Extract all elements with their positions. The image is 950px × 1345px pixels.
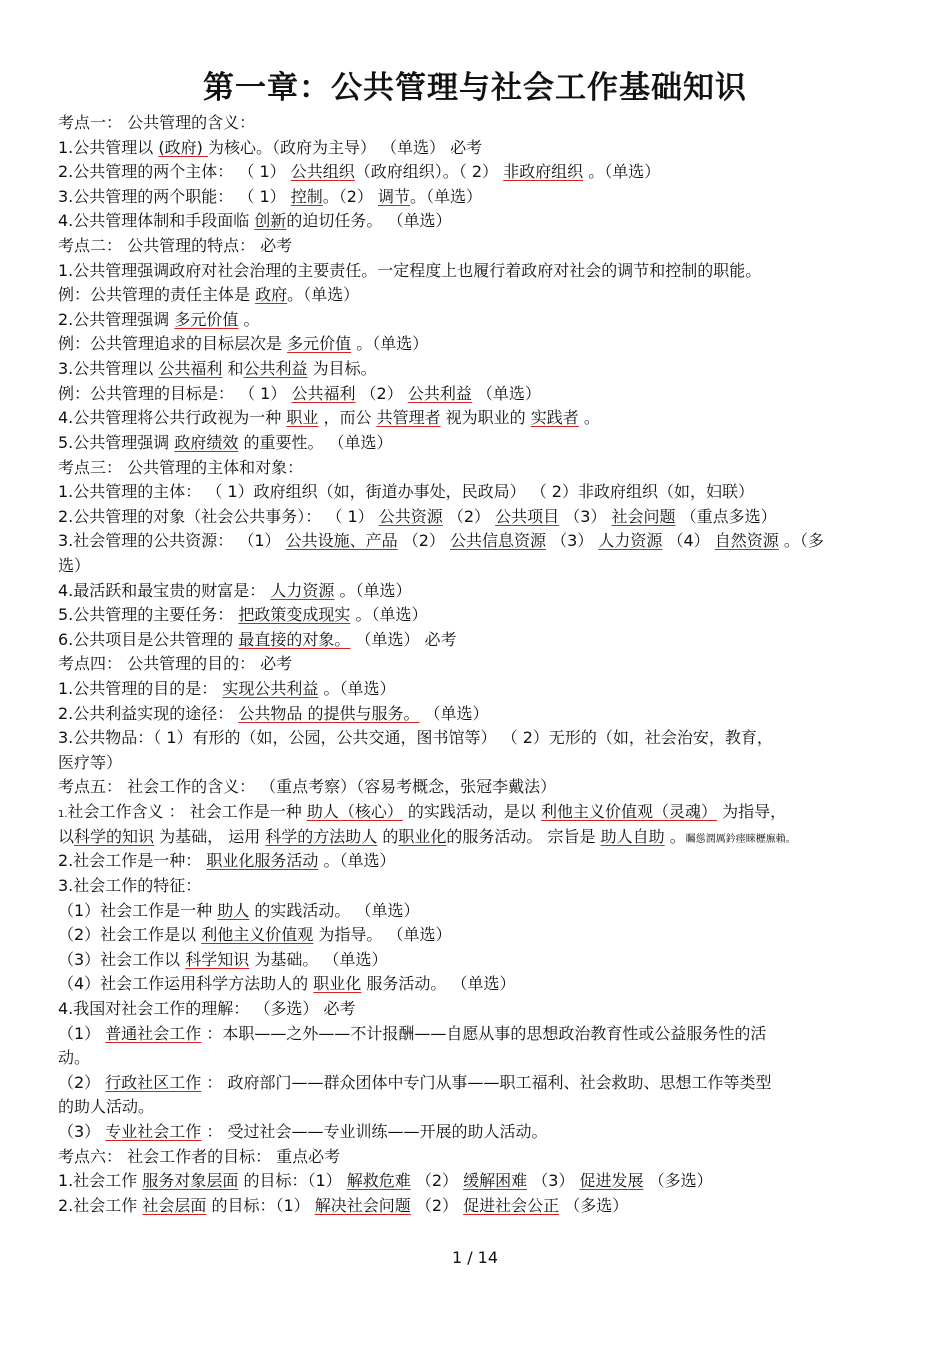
line-text: （3） (559, 506, 612, 526)
text-line (58, 652, 898, 677)
answer-underline: 公共项目 (495, 506, 560, 526)
line-text: 的 (377, 826, 399, 846)
line-text: （3）社会工作以 (58, 949, 186, 969)
line-text: 2.公共管理的两个主体： （ 1） (58, 162, 291, 182)
line-text: 1.公共管理的目的是： (58, 679, 223, 699)
answer-underline: 利他主义价值观 (201, 925, 314, 945)
line-text: 6.公共项目是公共管理的 (58, 629, 239, 649)
line-text: 为目标。 (307, 359, 377, 379)
text-line (58, 160, 898, 185)
text-line (58, 923, 898, 948)
line-text: 考点五： 社会工作的含义： （重点考察）（容易考概念，张冠李戴法） (58, 777, 557, 797)
answer-underline: 公共物品 的提供与服务。 (238, 703, 420, 723)
answer-underline: 科学知识 (185, 949, 250, 969)
text-line (58, 480, 898, 505)
answer-underline: 职业化 (398, 826, 447, 846)
line-text: 例：公共管理的目标是： （ 1） (58, 383, 292, 403)
line-text: 为指导。 （单选） (313, 925, 452, 945)
answer-underline: 政府 (255, 285, 288, 305)
line-text: （2） (58, 1072, 106, 1092)
line-text: 。（单选） (410, 186, 483, 206)
answer-underline: 多元价值 (287, 334, 352, 354)
answer-underline: 促进发展 (579, 1171, 644, 1191)
line-text: 动。 (58, 1048, 91, 1068)
answer-underline: 助人 (217, 900, 250, 920)
line-text: 2.社会工作 (58, 1195, 143, 1215)
line-text: 服务活动。 （单选） (361, 974, 516, 994)
line-text: 为指导， (717, 802, 787, 822)
small-text: 矚慫潤厲鈐瘗睞櫪廡賴。 (685, 833, 796, 845)
line-text: （3） (58, 1121, 106, 1141)
text-line (58, 1022, 898, 1047)
line-text: 。（单选） (318, 851, 396, 871)
line-text: 为核心。（政府为主导） （单选） 必考 (207, 137, 483, 157)
line-text: 2.公共管理强调 (58, 309, 175, 329)
answer-underline: 解救危难 (346, 1171, 411, 1191)
line-text: （3） (527, 1171, 580, 1191)
text-line (58, 849, 898, 874)
answer-underline: 控制 (290, 186, 323, 206)
line-text: 视为职业的 (440, 408, 531, 428)
line-text: 的实践活动。 （单选） (249, 900, 420, 920)
text-line (58, 529, 898, 554)
line-text: （1）社会工作是一种 (58, 900, 218, 920)
line-text: 1.公共管理强调政府对社会治理的主要责任。一定程度上也履行着政府对社会的调节和控制的职能。 (58, 260, 762, 280)
text-line (58, 554, 898, 579)
line-text: 为基础。 （单选） (249, 949, 388, 969)
line-text: 例：公共管理追求的目标层次是 (58, 334, 288, 354)
line-text: 3.公共管理以 (58, 359, 159, 379)
line-text: 2.社会工作是一种： (58, 851, 207, 871)
line-text: 。（单选） (350, 605, 428, 625)
line-text: 5.公共管理的主要任务： (58, 605, 239, 625)
answer-underline: 普通社会工作 (105, 1023, 202, 1043)
text-line (58, 332, 898, 357)
text-line (58, 431, 898, 456)
text-line (58, 948, 898, 973)
line-text: （1） (58, 1023, 106, 1043)
line-text: 考点六： 社会工作者的目标： 重点必考 (58, 1146, 341, 1166)
line-text: （4）社会工作运用科学方法助人的 (58, 974, 314, 994)
text-line (58, 283, 898, 308)
text-line (58, 185, 898, 210)
line-text: 5.公共管理强调 (58, 432, 175, 452)
answer-underline: 创新 (254, 211, 287, 231)
line-text: （多选） (643, 1171, 713, 1191)
line-text: 考点四： 公共管理的目的： 必考 (58, 654, 293, 674)
line-text: 的服务活动。 宗旨是 (446, 826, 601, 846)
answer-underline: 公共信息资源 (450, 531, 547, 551)
line-text: 4.我国对社会工作的理解： （多选） 必考 (58, 998, 356, 1018)
line-text: 考点三： 公共管理的主体和对象： (58, 457, 304, 477)
answer-underline: 服务对象层面 (142, 1171, 239, 1191)
answer-underline: 实现公共利益 (222, 679, 319, 699)
line-text: 。（单选） (351, 334, 429, 354)
text-line (58, 1046, 898, 1071)
answer-underline: 解决社会问题 (314, 1195, 411, 1215)
text-line (58, 1145, 898, 1170)
answer-underline: 调节 (378, 186, 411, 206)
line-text: 2.公共利益实现的途径： (58, 703, 239, 723)
text-line (58, 874, 898, 899)
line-text: （2） (355, 383, 408, 403)
small-text: 1. (58, 809, 68, 821)
text-line (58, 1071, 898, 1096)
line-text: 例：公共管理的责任主体是 (58, 285, 256, 305)
text-line (58, 136, 898, 161)
line-text: 。（单选） (318, 679, 396, 699)
text-line (58, 1095, 898, 1120)
line-text: （2） (410, 1171, 464, 1191)
answer-underline: 专业社会工作 (105, 1121, 202, 1141)
line-text: 。（单选） (287, 285, 360, 305)
line-text: 。 (578, 408, 600, 428)
line-text: ，而公 (318, 408, 377, 428)
answer-underline: 人力资源 (598, 531, 663, 551)
answer-underline: 多元价值 (174, 309, 239, 329)
answer-underline: 助人自助 (600, 826, 665, 846)
text-line (58, 628, 898, 653)
line-text: 医疗等） (58, 752, 123, 772)
line-text: 1.社会工作 (58, 1171, 143, 1191)
answer-underline: (政府) (158, 137, 208, 157)
line-text: ： 政府部门——群众团体中专门从事——职工福利、社会救助、思想工作等类型 (201, 1072, 772, 1092)
line-text: （重点多选） (675, 506, 777, 526)
answer-underline: 公共利益 (243, 359, 308, 379)
text-line (58, 357, 898, 382)
line-text: （单选） (471, 383, 541, 403)
line-text: 。（单选） (583, 162, 661, 182)
line-text: （3） (546, 531, 599, 551)
answer-underline: 政府绩效 (174, 432, 239, 452)
line-text: 3.社会工作的特征： (58, 875, 202, 895)
text-line (58, 1120, 898, 1145)
answer-underline: 行政社区工作 (105, 1072, 202, 1092)
line-text: （2） (397, 531, 450, 551)
line-text: 的实践活动，是以 (402, 802, 542, 822)
text-line (58, 603, 898, 628)
answer-underline: 公共福利 (158, 359, 223, 379)
line-text: 1.公共管理的主体： （ 1）政府组织（如，街道办事处，民政局） （ 2）非政府组织（如，妇联） (58, 482, 754, 502)
line-text: （单选） (419, 703, 489, 723)
line-text: 2.公共管理的对象（社会公共事务）： （ 1） (58, 506, 379, 526)
text-line (58, 308, 898, 333)
line-text: （政府组织）。（ 2） (354, 162, 504, 182)
line-text: 的目标：（1） (238, 1171, 347, 1191)
answer-underline: 把政策变成现实 (238, 605, 351, 625)
answer-underline: 人力资源 (270, 580, 335, 600)
text-line (58, 1194, 898, 1219)
answer-underline: 职业化服务活动 (206, 851, 319, 871)
answer-underline: 最直接的对象。 (238, 629, 351, 649)
line-text: 3.公共管理的两个职能： （ 1） (58, 186, 291, 206)
answer-underline: 职业 (286, 408, 319, 428)
text-line (58, 677, 898, 702)
text-line (58, 751, 898, 776)
text-line (58, 456, 898, 481)
text-line (58, 800, 898, 825)
text-line (58, 997, 898, 1022)
text-line (58, 972, 898, 997)
text-line (58, 579, 898, 604)
line-text: 和 (222, 359, 244, 379)
line-text: 4.公共管理将公共行政视为一种 (58, 408, 287, 428)
document-body (58, 111, 898, 1218)
line-text: 。（2） (322, 186, 379, 206)
line-text: 考点二： 公共管理的特点： 必考 (58, 236, 293, 256)
line-text: 的重要性。 （单选） (238, 432, 393, 452)
line-text: （多选） (559, 1195, 629, 1215)
line-text: （2） (410, 1195, 464, 1215)
line-text: ： 受过社会——专业训练——开展的助人活动。 (201, 1121, 548, 1141)
line-text: 。（单选） (334, 580, 412, 600)
text-line (58, 259, 898, 284)
chapter-title: 第一章：公共管理与社会工作基础知识 (203, 70, 747, 106)
line-text: 社会工作含义 ： 社会工作是一种 (67, 802, 307, 822)
text-line (58, 825, 898, 850)
line-text: 4.公共管理体制和手段面临 (58, 211, 255, 231)
line-text: （4） (662, 531, 715, 551)
text-line (58, 505, 898, 530)
answer-underline: 助人（核心） (306, 802, 403, 822)
answer-underline: 促进社会公正 (463, 1195, 560, 1215)
answer-underline: 非政府组织 (503, 162, 584, 182)
line-text: 考点一： 公共管理的含义： (58, 113, 256, 132)
answer-underline: 公共资源 (378, 506, 443, 526)
line-text: 的助人活动。 (58, 1097, 155, 1117)
line-text: （2） (442, 506, 496, 526)
line-text: （2）社会工作是以 (58, 925, 202, 945)
text-line (58, 775, 898, 800)
answer-underline: 科学的知识 (74, 826, 155, 846)
line-text: 。 (664, 826, 686, 846)
line-text: 。（多 (778, 531, 824, 551)
answer-underline: 共管理者 (376, 408, 441, 428)
line-text: 的迫切任务。 （单选） (286, 211, 452, 231)
line-text: 3.社会管理的公共资源： （1） (58, 531, 286, 551)
text-line (58, 406, 898, 431)
page-number: 1 / 14 (451, 1248, 499, 1267)
answer-underline: 自然资源 (714, 531, 779, 551)
line-text: （单选） 必考 (350, 629, 457, 649)
answer-underline: 科学的方法助人 (265, 826, 378, 846)
answer-underline: 缓解困难 (463, 1171, 528, 1191)
text-line (58, 382, 898, 407)
answer-underline: 利他主义价值观（灵魂） (541, 802, 718, 822)
answer-underline: 公共组织 (290, 162, 355, 182)
answer-underline: 社会层面 (142, 1195, 207, 1215)
line-text: 以 (58, 826, 75, 846)
line-text: 。 (238, 309, 260, 329)
answer-underline: 职业化 (313, 974, 362, 994)
text-line (58, 899, 898, 924)
text-line (58, 111, 898, 136)
answer-underline: 实践者 (530, 408, 579, 428)
line-text: 的目标：（1） (206, 1195, 315, 1215)
line-text: ：本职——之外——不计报酬——自愿从事的思想政治教育性或公益服务性的活 (201, 1023, 767, 1043)
answer-underline: 公共福利 (291, 383, 356, 403)
line-text: 为基础， 运用 (154, 826, 266, 846)
text-line (58, 209, 898, 234)
line-text: 4.最活跃和最宝贵的财富是： (58, 580, 271, 600)
line-text: 1.公共管理以 (58, 137, 159, 157)
answer-underline: 公共利益 (407, 383, 472, 403)
answer-underline: 公共设施、产品 (285, 531, 398, 551)
line-text: 3.公共物品：（ 1）有形的（如，公园，公共交通，图书馆等） （ 2）无形的（如，社会治安，教育， (58, 728, 773, 748)
text-line (58, 726, 898, 751)
text-line (58, 234, 898, 259)
text-line (58, 702, 898, 727)
answer-underline: 社会问题 (611, 506, 676, 526)
line-text: 选） (58, 555, 91, 575)
text-line (58, 1169, 898, 1194)
